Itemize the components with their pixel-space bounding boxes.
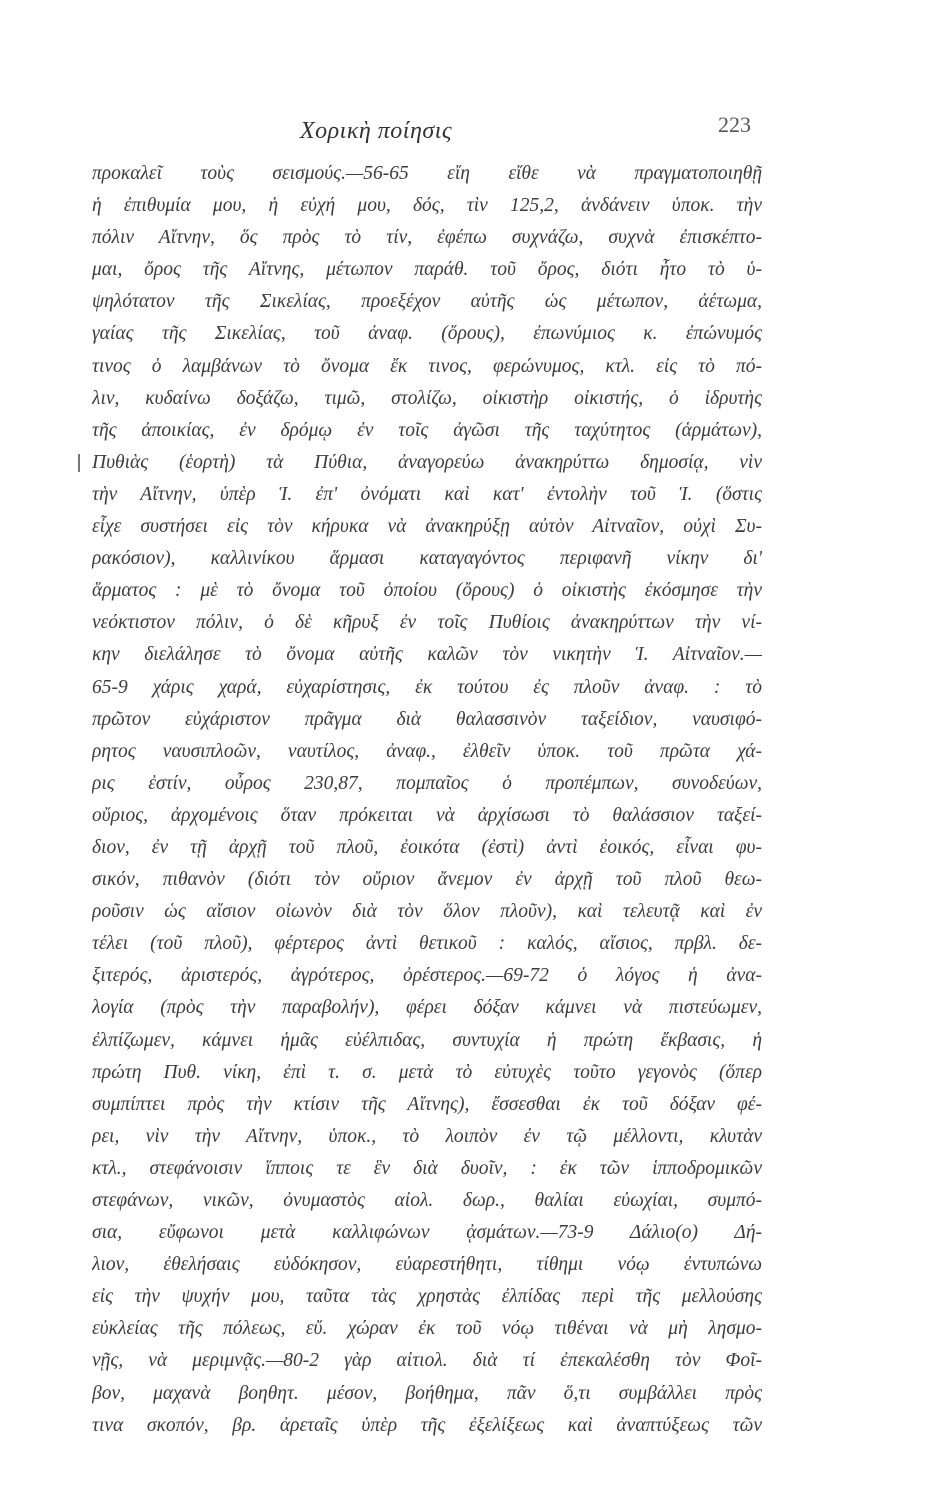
text-line: ἡ ἐπιθυμία μου, ἡ εὐχή μου, δός, τὶν 125,2, ἁνδάνειν ὑποκ. τὴν — [92, 195, 762, 217]
commentary-text — [92, 158, 762, 1442]
text-line: εὐκλείας τῆς πόλεως, εὔ. χώραν ἐκ τοῦ νόῳ τιθέναι νὰ μὴ λησμο- — [92, 1318, 762, 1340]
text-line: λογία (πρὸς τὴν παραβολήν), φέρει δόξαν κάμνει νὰ πιστεύωμεν, — [92, 997, 762, 1019]
text-line: Πυθιὰς (ἑορτὴ) τὰ Πύθια, ἀναγορεύω ἀνακηρύττω δημοσίᾳ, νὶν — [92, 451, 762, 473]
text-line: κτλ., στεφάνοισιν ἵπποις τε ἓν διὰ δυοῖν, : ἐκ τῶν ἱπποδρομικῶν — [92, 1157, 762, 1179]
page-number: 223 — [718, 112, 751, 137]
text-line: ἅρματος : μὲ τὸ ὄνομα τοῦ ὁποίου (ὄρους) ὁ οἰκιστὴς ἐκόσμησε τὴν — [92, 580, 762, 602]
text-line: 65-9 χάρις χαρά, εὐχαρίστησις, ἐκ τούτου ἐς πλοῦν ἀναφ. : τὸ — [92, 676, 762, 698]
text-line: ψηλότατον τῆς Σικελίας, προεξέχον αὐτῆς ὡς μέτωπον, ἀέτωμα, — [92, 291, 762, 313]
text-line: εἰς τὴν ψυχήν μου, ταῦτα τὰς χρηστὰς ἐλπίδας περὶ τῆς μελλούσης — [92, 1286, 762, 1308]
text-line: προκαλεῖ τοὺς σεισμούς.—56-65 εἴη εἴθε νὰ πραγματοποιηθῇ — [92, 163, 762, 184]
text-line: τινος ὁ λαμβάνων τὸ ὄνομα ἔκ τινος, φερώνυμος, κτλ. εἰς τὸ πό- — [92, 355, 762, 377]
text-line: σικόν, πιθανὸν (διότι τὸν οὔριον ἄνεμον ἐν ἀρχῇ τοῦ πλοῦ θεω- — [92, 869, 762, 891]
text-line: βον, μαχανὰ βοηθητ. μέσον, βοήθημα, πᾶν ὅ,τι συμβάλλει πρὸς — [92, 1382, 762, 1404]
text-line: πρῶτον εὐχάριστον πρᾶγμα διὰ θαλασσινὸν ταξείδιον, ναυσιφό- — [92, 708, 762, 730]
text-line: διον, ἐν τῇ ἀρχῇ τοῦ πλοῦ, ἐοικότα (ἐστὶ) ἀντὶ ἐοικός, εἶναι φυ- — [92, 836, 762, 858]
text-line: νεόκτιστον πόλιν, ὁ δὲ κῆρυξ ἐν τοῖς Πυθίοις ἀνακηρύττων τὴν νί- — [92, 612, 762, 634]
text-line: λιν, κυδαίνω δοξάζω, τιμῶ, στολίζω, οἰκιστὴρ οἰκιστής, ὁ ἱδρυτὴς — [92, 387, 762, 409]
text-line: λιον, ἐθελήσαις εὐδόκησον, εὐαρεστήθητι, τίθημι νόῳ ἐντυπώνω — [92, 1254, 762, 1276]
text-line: νῇς, νὰ μεριμνᾷς.—80-2 γὰρ αἰτιολ. διὰ τί ἐπεκαλέσθη τὸν Φοῖ- — [92, 1350, 762, 1372]
text-line: πόλιν Αἴτνην, ὅς πρὸς τὸ τίν, ἐφέπω συχνάζω, συχνὰ ἐπισκέπτο- — [92, 227, 762, 249]
text-line: ἐλπίζωμεν, κάμνει ἡμᾶς εὐέλπιδας, συντυχία ἡ πρώτη ἔκβασις, ἡ — [92, 1029, 762, 1051]
text-line: κην διελάλησε τὸ ὄνομα αὐτῆς καλῶν τὸν νικητὴν Ἱ. Αἰτναῖον.— — [92, 644, 762, 666]
text-line: τὴν Αἴτνην, ὑπὲρ Ἱ. ἐπ' ὀνόματι καὶ κατ' ἐντολὴν τοῦ Ἱ. (ὅστις — [92, 483, 762, 505]
text-line: τέλει (τοῦ πλοῦ), φέρτερος ἀντὶ θετικοῦ : καλός, αἴσιος, πρβλ. δε- — [92, 933, 762, 955]
text-line: εἶχε συστήσει εἰς τὸν κήρυκα νὰ ἀνακηρύξῃ αὐτὸν Αἰτναῖον, οὐχὶ Συ- — [92, 516, 762, 538]
text-line: συμπίπτει πρὸς τὴν κτίσιν τῆς Αἴτνης), ἔσσεσθαι ἐκ τοῦ δόξαν φέ- — [92, 1093, 762, 1115]
running-title: Χορικὴ ποίησις — [300, 118, 453, 144]
text-line: ρει, νὶν τὴν Αἴτνην, ὑποκ., τὸ λοιπὸν ἐν τῷ μέλλοντι, κλυτὰν — [92, 1125, 762, 1147]
text-line: σια, εὔφωνοι μετὰ καλλιφώνων ᾀσμάτων.—73-9 Δάλιο(ο) Δή- — [92, 1222, 762, 1244]
text-line: στεφάνων, νικῶν, ὀνυμαστὸς αἰολ. δωρ., θαλίαι εὐωχίαι, συμπό- — [92, 1190, 762, 1211]
running-head — [0, 112, 931, 154]
text-line: ρακόσιον), καλλινίκου ἅρμασι καταγαγόντος περιφανῆ νίκην δι' — [92, 548, 762, 570]
margin-mark — [78, 454, 80, 472]
text-line: οὔριος, ἀρχομένοις ὅταν πρόκειται νὰ ἀρχίσωσι τὸ θαλάσσιον ταξεί- — [92, 804, 762, 826]
text-line: ροῦσιν ὡς αἴσιον οἰωνὸν διὰ τὸν ὅλον πλοῦν), καὶ τελευτᾷ καὶ ἐν — [92, 901, 762, 923]
text-line: πρώτη Πυθ. νίκη, ἐπὶ τ. σ. μετὰ τὸ εὐτυχὲς τοῦτο γεγονὸς (ὅπερ — [92, 1061, 762, 1083]
text-line: ρις ἐστίν, οὖρος 230,87, πομπαῖος ὁ προπέμπων, συνοδεύων, — [92, 772, 762, 794]
text-line: ξιτερός, ἀριστερός, ἀγρότερος, ὀρέστερος.—69-72 ὁ λόγος ἡ ἀνα- — [92, 965, 762, 987]
text-line: γαίας τῆς Σικελίας, τοῦ ἀναφ. (ὄρους), ἐπωνύμιος κ. ἐπώνυμός — [92, 323, 762, 345]
text-line: μαι, ὄρος τῆς Αἴτνης, μέτωπον παράθ. τοῦ ὄρος, διότι ἦτο τὸ ὑ- — [92, 259, 762, 281]
text-line: τῆς ἀποικίας, ἐν δρόμῳ ἐν τοῖς ἀγῶσι τῆς ταχύτητος (ἁρμάτων), — [92, 419, 762, 441]
text-line: τινα σκοπόν, βρ. ἀρεταῖς ὑπὲρ τῆς ἐξελίξεως καὶ ἀναπτύξεως τῶν — [92, 1414, 762, 1436]
text-line: ρητος ναυσιπλοῶν, ναυτίλος, ἀναφ., ἐλθεῖν ὑποκ. τοῦ πρῶτα χά- — [92, 740, 762, 762]
